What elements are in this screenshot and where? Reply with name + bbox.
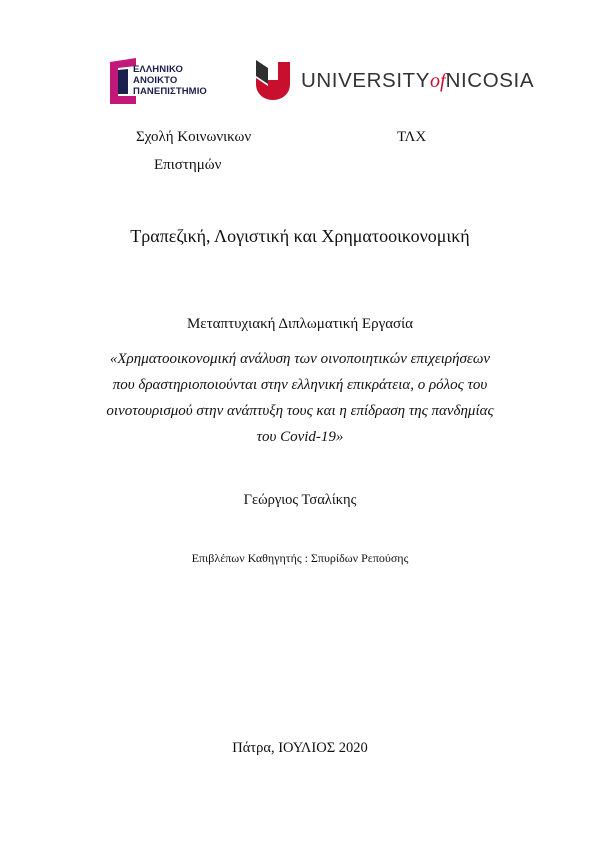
eap-line-2: ΑΝΟΙΚΤΟ — [133, 75, 178, 86]
university-of-nicosia-logo — [254, 58, 535, 104]
unic-word-nicosia: NICOSIA — [445, 69, 535, 92]
thesis-title — [60, 346, 540, 450]
school-name-line-1: Σχολή Κοινωνικων — [136, 129, 252, 145]
supervisor-line: Επιβλέπων Καθηγητής : Σπυρίδων Ρεπούσης — [191, 551, 409, 565]
place-and-date: Πάτρα, ΙΟΥΛΙΟΣ 2020 — [232, 740, 368, 756]
author-name: Γεώργιος Τσαλίκης — [243, 492, 357, 508]
thesis-title-line-1: «Χρηματοοικονομική ανάλυση των οινοποιητικών επιχειρήσεων — [109, 351, 491, 367]
program-title: Τραπεζική, Λογιστική και Χρηματοοικονομική — [130, 226, 470, 246]
hellenic-open-university-logo — [108, 56, 248, 108]
unic-word-university: UNIVERSITY — [301, 69, 431, 92]
eap-line-1: ΕΛΛΗΝΙΚΟ — [133, 64, 183, 75]
thesis-title-line-2: που δραστηριοποιούνται στην ελληνική επικράτεια, ο ρόλος του — [112, 377, 488, 393]
thesis-title-line-4: του Covid-19» — [256, 429, 344, 445]
thesis-title-line-3: οινοτουρισμού στην ανάπτυξη τους και η επίδραση της πανδημίας — [106, 403, 494, 419]
unic-shield-icon — [254, 58, 292, 102]
school-name-line-2: Επιστημών — [154, 157, 222, 173]
unic-wordmark — [301, 69, 534, 93]
department-abbrev: ΤΛΧ — [397, 129, 427, 145]
thesis-type: Μεταπτυχιακή Διπλωματική Εργασία — [186, 316, 414, 332]
eap-logo-text — [133, 64, 207, 97]
unic-word-of: of — [430, 70, 446, 92]
eap-line-3: ΠΑΝΕΠΙΣΤΗΜΙΟ — [133, 86, 207, 97]
